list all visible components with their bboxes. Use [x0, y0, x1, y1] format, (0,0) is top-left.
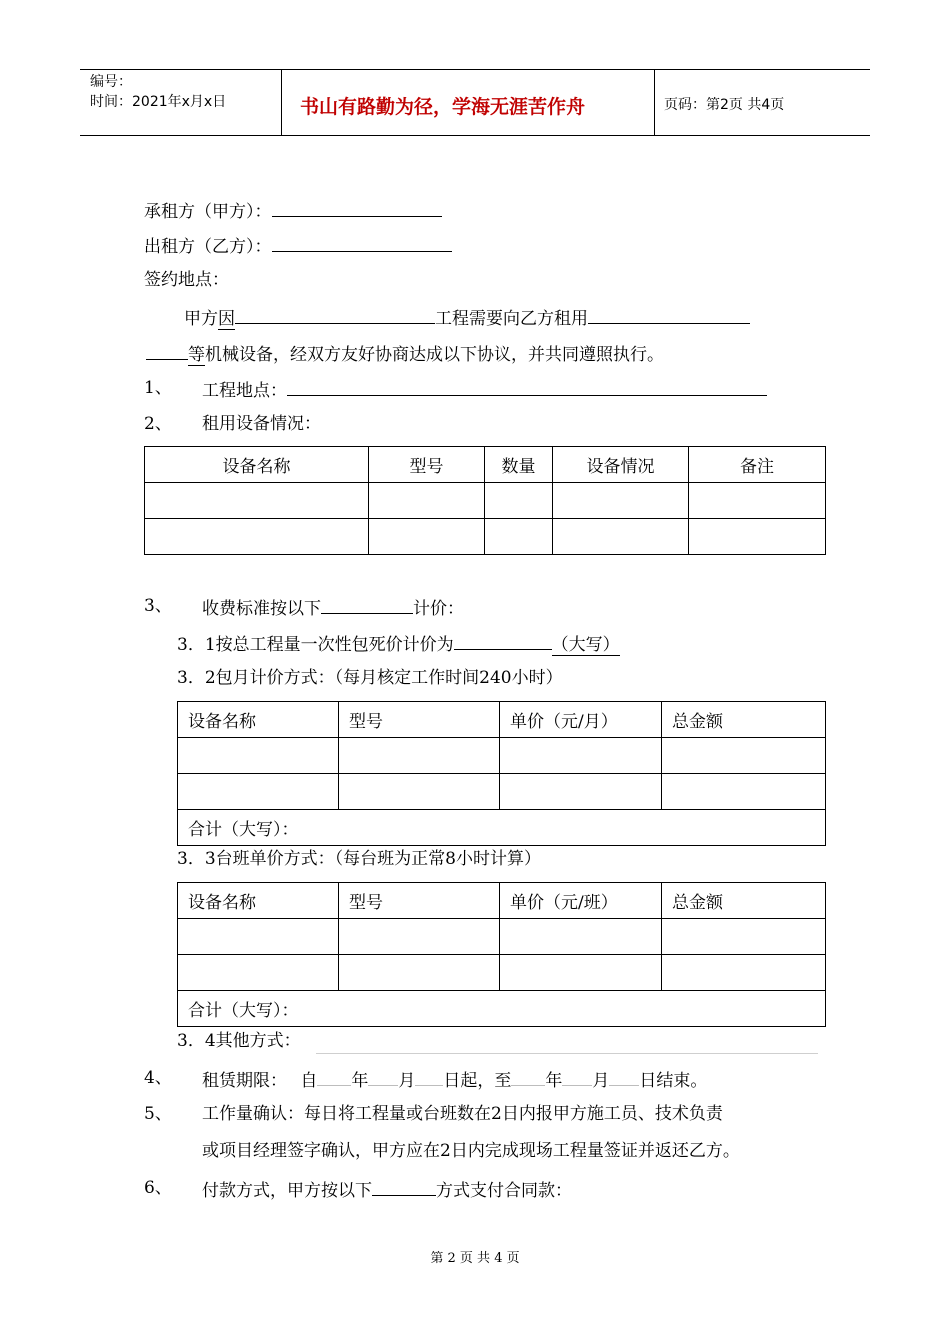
payment-method-blank[interactable] — [372, 1177, 436, 1196]
col-header-unit-price: 单价（元/月） — [500, 702, 662, 738]
project-name-blank[interactable] — [235, 305, 435, 324]
table-header-row — [178, 702, 826, 738]
item3-line — [202, 595, 464, 620]
col-header-equipment-name: 设备名称 — [178, 702, 339, 738]
equipment-table — [144, 446, 826, 555]
col-header-quantity: 数量 — [485, 447, 553, 483]
item6-num: 6、 — [144, 1178, 172, 1198]
table-row — [178, 955, 826, 991]
intro-para-cont-underlined: 等 — [188, 345, 205, 365]
col-header-model: 型号 — [369, 447, 485, 483]
item4-line — [202, 1067, 707, 1092]
item32-line: 3．2包月计价方式：（每月核定工作时间240小时） — [177, 668, 563, 688]
item2-label: 租用设备情况： — [202, 414, 321, 434]
total-amount-cell[interactable]: 合计（大写）： — [178, 810, 826, 846]
table-cell[interactable] — [485, 519, 553, 555]
table-cell[interactable] — [178, 738, 339, 774]
table-cell[interactable] — [145, 483, 369, 519]
item4-num: 4、 — [144, 1068, 172, 1088]
monthly-price-table — [177, 701, 826, 846]
table-total-row — [178, 810, 826, 846]
lump-sum-suffix: （大写） — [551, 635, 620, 655]
table-cell[interactable] — [369, 519, 485, 555]
payment-method-suffix: 方式支付合同款： — [436, 1181, 572, 1201]
table-header-row — [178, 883, 826, 919]
table-cell[interactable] — [553, 483, 689, 519]
table-cell[interactable] — [369, 483, 485, 519]
lease-month1: 月 — [398, 1071, 416, 1091]
item5-line2: 或项目经理签字确认，甲方应在2日内完成现场工程量签证并返还乙方。 — [202, 1141, 740, 1161]
lease-year2: 年 — [545, 1071, 563, 1091]
other-method-label: 3．4其他方式： — [177, 1031, 301, 1051]
table-cell[interactable] — [500, 919, 662, 955]
fee-standard-suffix: 计价： — [413, 599, 464, 619]
start-day-blank[interactable] — [415, 1067, 443, 1086]
lease-day2: 日结束。 — [639, 1071, 708, 1091]
start-month-blank[interactable] — [368, 1067, 398, 1086]
header-divider-right — [654, 69, 655, 136]
header-divider-left — [281, 69, 282, 136]
intro-paragraph-line1 — [184, 305, 750, 330]
item1-line — [202, 377, 767, 402]
intro-para-start: 甲方 — [184, 309, 218, 329]
intro-para-because: 因 — [218, 309, 235, 329]
lessee-blank[interactable] — [272, 198, 442, 217]
equipment-blank[interactable] — [588, 305, 750, 324]
item31-line — [177, 631, 620, 656]
table-cell[interactable] — [178, 955, 339, 991]
table-cell[interactable] — [178, 774, 339, 810]
end-year-blank[interactable] — [511, 1067, 545, 1086]
equipment-blank-cont[interactable] — [146, 341, 188, 360]
table-cell[interactable] — [485, 483, 553, 519]
item1-num: 1、 — [144, 378, 172, 398]
intro-para-mid: 工程需要向乙方租用 — [435, 309, 588, 329]
col-header-equipment-name: 设备名称 — [145, 447, 369, 483]
table-cell[interactable] — [662, 919, 826, 955]
table-row — [178, 774, 826, 810]
table-cell[interactable] — [145, 519, 369, 555]
table-row — [178, 738, 826, 774]
header-number-label: 编号： — [90, 74, 132, 90]
lessee-label: 承租方（甲方）： — [144, 202, 272, 222]
table-cell[interactable] — [339, 919, 500, 955]
lessor-blank[interactable] — [272, 233, 452, 252]
page-footer: 第 2 页 共 4 页 — [430, 1251, 520, 1266]
table-row — [145, 483, 826, 519]
col-header-equipment-name: 设备名称 — [178, 883, 339, 919]
item33-line: 3．3台班单价方式：（每台班为正常8小时计算） — [177, 849, 541, 869]
intro-para-cont: 机械设备，经双方友好协商达成以下协议，并共同遵照执行。 — [205, 345, 664, 365]
table-cell[interactable] — [553, 519, 689, 555]
item3-num: 3、 — [144, 596, 172, 616]
table-row — [178, 919, 826, 955]
intro-paragraph-line2 — [146, 341, 664, 366]
header-bottom-border — [80, 135, 870, 136]
col-header-model: 型号 — [339, 883, 500, 919]
payment-method-label: 付款方式，甲方按以下 — [202, 1181, 372, 1201]
table-cell[interactable] — [339, 774, 500, 810]
project-location-blank[interactable] — [287, 377, 767, 396]
start-year-blank[interactable] — [317, 1067, 351, 1086]
lessor-label: 出租方（乙方）： — [144, 237, 272, 257]
table-cell[interactable] — [689, 519, 826, 555]
table-cell[interactable] — [662, 738, 826, 774]
end-month-blank[interactable] — [562, 1067, 592, 1086]
lease-day1: 日起，至 — [443, 1071, 512, 1091]
col-header-remark: 备注 — [689, 447, 826, 483]
lump-sum-blank[interactable] — [454, 631, 552, 650]
other-method-blank[interactable] — [316, 1053, 818, 1054]
table-cell[interactable] — [662, 955, 826, 991]
table-header-row — [145, 447, 826, 483]
table-cell[interactable] — [500, 738, 662, 774]
end-day-blank[interactable] — [609, 1067, 639, 1086]
item6-line — [202, 1177, 572, 1202]
table-cell[interactable] — [339, 955, 500, 991]
lease-term-label: 租赁期限： — [202, 1071, 287, 1091]
total-amount-cell[interactable]: 合计（大写）： — [178, 991, 826, 1027]
col-header-model: 型号 — [339, 702, 500, 738]
lessor-line — [144, 233, 452, 258]
lease-from: 自 — [300, 1071, 318, 1091]
col-header-total-amount: 总金额 — [662, 883, 826, 919]
table-row — [145, 519, 826, 555]
project-location-label: 工程地点： — [202, 381, 287, 401]
lessee-line — [144, 198, 442, 223]
col-header-condition: 设备情况 — [553, 447, 689, 483]
header-time-label: 时间：2021年x月x日 — [90, 94, 227, 110]
lease-month2: 月 — [592, 1071, 610, 1091]
item5-line1: 工作量确认：每日将工程量或台班数在2日内报甲方施工员、技术负责 — [202, 1104, 723, 1124]
table-cell[interactable] — [178, 919, 339, 955]
col-header-unit-price: 单价（元/班） — [500, 883, 662, 919]
item2-num: 2、 — [144, 414, 172, 434]
table-cell[interactable] — [689, 483, 826, 519]
header-page-label: 页码：第2页 共4页 — [664, 97, 785, 113]
fee-standard-blank[interactable] — [321, 595, 413, 614]
place-label: 签约地点： — [144, 270, 229, 290]
table-cell[interactable] — [339, 738, 500, 774]
place-line — [144, 269, 229, 291]
header-motto: 书山有路勤为径，学海无涯苦作舟 — [300, 96, 586, 118]
lease-year1: 年 — [351, 1071, 369, 1091]
col-header-total-amount: 总金额 — [662, 702, 826, 738]
lump-sum-label: 3．1按总工程量一次性包死价计价为 — [177, 635, 454, 655]
item34-line — [177, 1030, 301, 1052]
table-cell[interactable] — [500, 955, 662, 991]
header-top-border — [80, 69, 870, 70]
table-cell[interactable] — [662, 774, 826, 810]
table-total-row — [178, 991, 826, 1027]
item5-num: 5、 — [144, 1104, 172, 1124]
table-cell[interactable] — [500, 774, 662, 810]
shift-price-table — [177, 882, 826, 1027]
fee-standard-label: 收费标准按以下 — [202, 599, 321, 619]
